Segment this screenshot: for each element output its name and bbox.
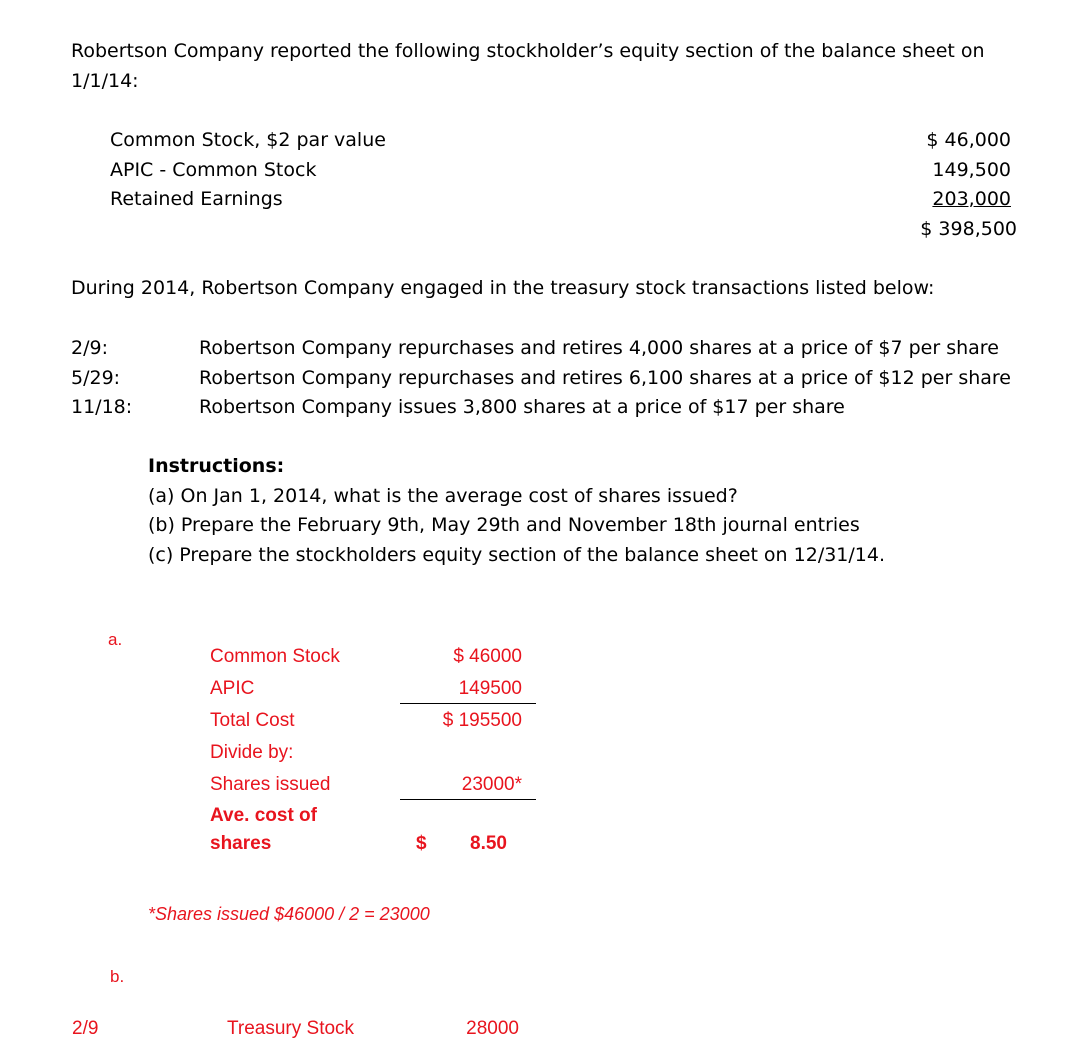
instructions-heading: Instructions: (148, 455, 285, 477)
entry-debit: 28000 (466, 1018, 519, 1039)
instruction-item: (b) Prepare the February 9th, May 29th and November 18th journal entries (148, 514, 860, 536)
equity-row-amount: $ 46,000 (926, 129, 1011, 151)
intro-line-2: 1/1/14: (71, 70, 139, 92)
transaction-date: 11/18: (71, 396, 133, 418)
divide-line (400, 799, 536, 800)
equity-row-label: Common Stock, $2 par value (110, 129, 386, 151)
equity-row-amount: 149,500 (932, 159, 1011, 181)
footnote: *Shares issued $46000 / 2 = 23000 (148, 904, 430, 924)
calc-value: 149500 (458, 678, 522, 699)
instruction-item: (a) On Jan 1, 2014, what is the average cost of shares issued? (148, 485, 738, 507)
answer-b-marker: b. (110, 967, 125, 986)
equity-row-amount: 203,000 (932, 188, 1011, 210)
transaction-date: 2/9: (71, 337, 108, 359)
transaction-text: Robertson Company repurchases and retires 4,000 shares at a price of $7 per share (199, 337, 999, 359)
intro-line-1: Robertson Company reported the following stockholder’s equity section of the balance sheet on (71, 40, 985, 62)
calc-value: $ 195500 (442, 710, 522, 731)
result-currency: $ (416, 833, 427, 854)
answer-a-marker: a. (108, 630, 123, 649)
transaction-text: Robertson Company issues 3,800 shares at a price of $17 per share (199, 396, 845, 418)
result-label: shares (210, 833, 272, 854)
instruction-item: (c) Prepare the stockholders equity section of the balance sheet on 12/31/14. (148, 544, 886, 566)
calc-label: Divide by: (210, 742, 294, 763)
calc-label: Shares issued (210, 774, 331, 795)
calc-value: $ 46000 (453, 646, 522, 667)
calc-label: APIC (210, 678, 255, 699)
transactions-intro: During 2014, Robertson Company engaged in the treasury stock transactions listed below: (71, 277, 935, 299)
calc-label: Total Cost (210, 710, 295, 731)
entry-account: Treasury Stock (227, 1018, 355, 1039)
equity-row-label: Retained Earnings (110, 188, 283, 210)
result-value: 8.50 (470, 833, 507, 854)
result-label: Ave. cost of (210, 805, 317, 826)
transaction-text: Robertson Company repurchases and retires 6,100 shares at a price of $12 per share (199, 367, 1011, 389)
entry-date: 2/9 (72, 1018, 99, 1039)
equity-total: $ 398,500 (920, 218, 1017, 240)
transaction-date: 5/29: (71, 367, 121, 389)
sum-line (400, 703, 536, 704)
calc-label: Common Stock (210, 646, 340, 667)
equity-row-label: APIC - Common Stock (110, 159, 317, 181)
calc-value: 23000* (461, 774, 522, 795)
